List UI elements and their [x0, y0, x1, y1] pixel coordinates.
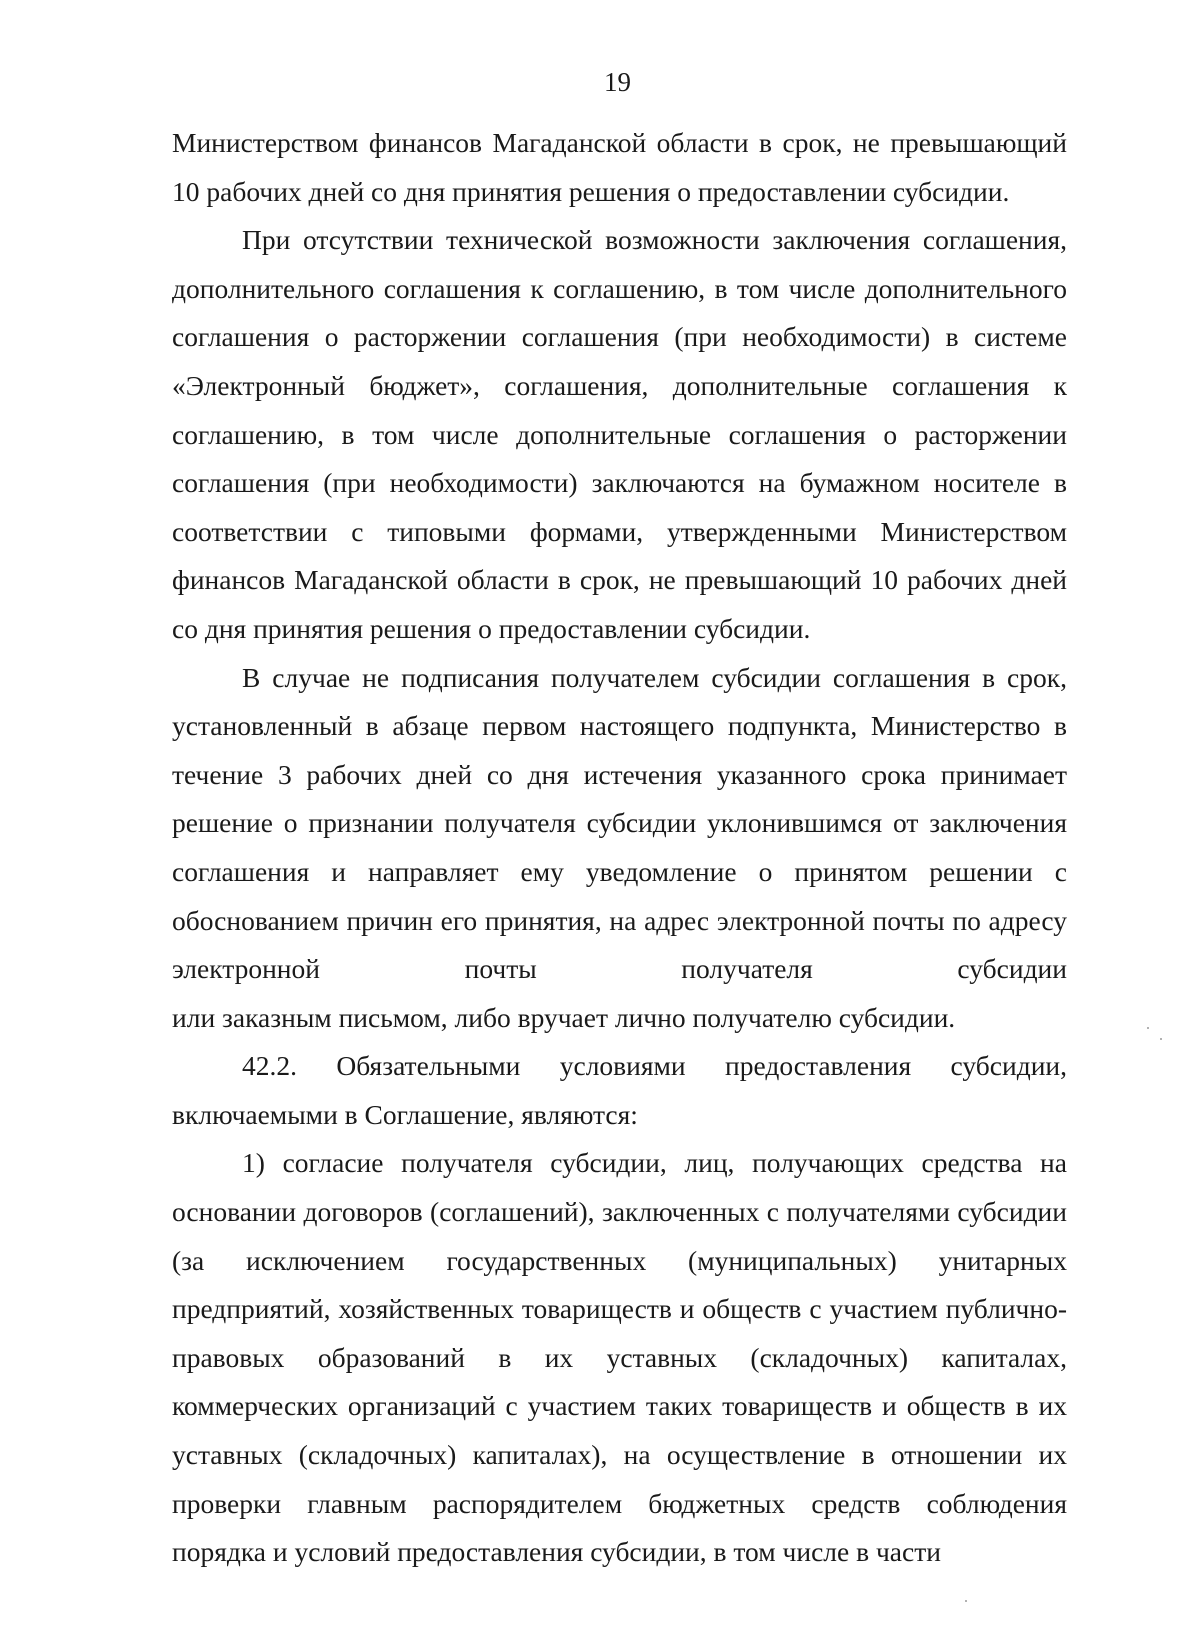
scan-speck: [1147, 1027, 1149, 1029]
scan-speck: [965, 1600, 967, 1602]
document-body: [172, 119, 1067, 1577]
paragraph-continuation: Министерством финансов Магаданской области в срок, не превышающий 10 рабочих дней со дня принятия решения о предоставлении субсидии.: [172, 127, 1067, 207]
scan-speck: [1160, 1038, 1162, 1040]
paragraph-non-signing: В случае не подписания получателем субсидии соглашения в срок, установленный в абзаце первом настоящего подпункта, Министерство в течение 3 рабочих дней со дня истечения указанного срока принимает решение о признании получателя субсидии уклонившимся от заключения соглашения и направляет ему уведомление о принятом решении с обоснованием причин его принятия, на адрес электронной почты по адресу электронной почты получателя субсидии: [172, 661, 1067, 985]
paragraph-non-signing-end: или заказным письмом, либо вручает лично получателю субсидии.: [172, 1001, 956, 1033]
paragraph-42-2: 42.2. Обязательными условиями предоставления субсидии, включаемыми в Соглашение, являются:: [172, 1050, 1067, 1130]
page-number: 19: [604, 67, 631, 97]
paragraph-technical-impossibility: При отсутствии технической возможности заключения соглашения, дополнительного соглашения к соглашению, в том числе дополнительного соглашения о расторжении соглашения (при необходимости) в системе «Электронный бюджет», соглашения, дополнительные соглашения к соглашению, в том числе дополнительные соглашения о расторжении соглашения (при необходимости) заключаются на бумажном носителе в соответствии с типовыми формами, утвержденными Министерством финансов Магаданской области в срок, не превышающий 10 рабочих дней со дня принятия решения о предоставлении субсидии.: [172, 224, 1067, 644]
paragraph-item-1: 1) согласие получателя субсидии, лиц, получающих средства на основании договоров (соглашений), заключенных с получателями субсидии (за исключением государственных (муниципальных) унитарных предприятий, хозяйственных товариществ и обществ с участием публично-правовых образований в их уставных (складочных) капиталах, коммерческих организаций с участием таких товариществ и обществ в их уставных (складочных) капиталах), на осуществление в отношении их проверки главным распорядителем бюджетных средств соблюдения порядка и условий предоставления субсидии, в том числе в части: [172, 1147, 1067, 1568]
